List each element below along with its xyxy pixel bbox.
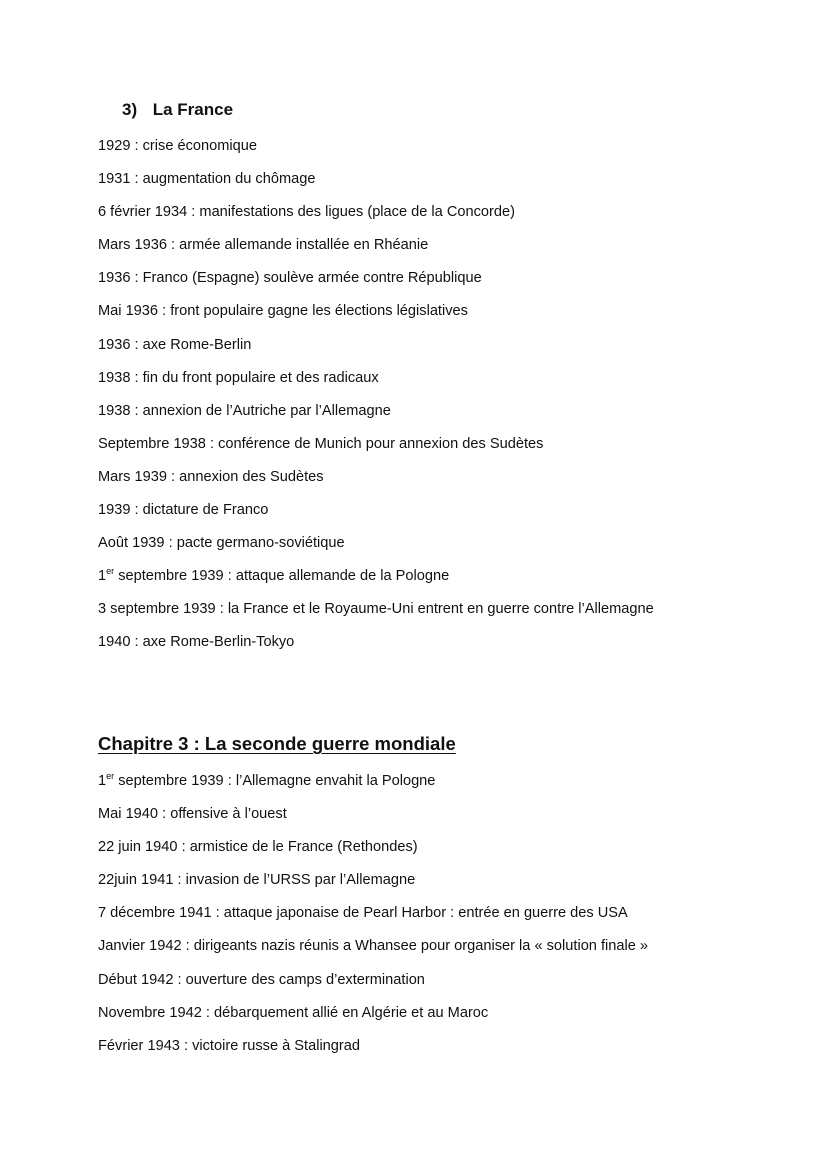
- section-heading: [122, 100, 233, 120]
- entry-text: : armistice de le France (Rethondes): [177, 839, 418, 856]
- entry-date: 1: [98, 773, 107, 789]
- entry-date: 22juin 1941: [98, 872, 174, 889]
- timeline-entry: [98, 903, 648, 936]
- entry-date: 1936: [98, 270, 131, 287]
- entry-date: 7 décembre 1941: [98, 905, 212, 922]
- entry-date: 1939: [98, 502, 131, 519]
- timeline-entry: [98, 467, 654, 500]
- entry-date: Mai 1936: [98, 303, 159, 320]
- timeline-entry: [98, 970, 648, 1003]
- entry-date: 3 septembre 1939: [98, 601, 216, 618]
- timeline-entry: [98, 566, 654, 599]
- timeline-entry: [98, 804, 648, 837]
- entry-text: : conférence de Munich pour annexion des Sudètes: [205, 435, 544, 452]
- entry-date: Novembre 1942: [98, 1004, 202, 1021]
- section-number: 3): [122, 100, 138, 119]
- entry-date: 1929: [98, 138, 131, 154]
- timeline-entry: [98, 335, 654, 368]
- entry-date: 1936: [98, 336, 131, 353]
- entry-text: : front populaire gagne les élections législatives: [158, 303, 468, 320]
- entry-date: 1: [98, 568, 107, 585]
- timeline-entry: [98, 368, 654, 401]
- chapter-heading: Chapitre 3 : La seconde guerre mondiale: [98, 733, 456, 754]
- entry-text: : armée allemande installée en Rhéanie: [166, 237, 429, 254]
- entry-date-superscript: er: [106, 566, 115, 577]
- timeline-entry: [98, 771, 648, 804]
- entry-text: : dictature de Franco: [130, 502, 269, 519]
- timeline-entry: [98, 434, 654, 467]
- entry-date: Début 1942: [98, 971, 174, 988]
- entry-text: : attaque japonaise de Pearl Harbor : entrée en guerre des USA: [211, 905, 628, 922]
- entry-text: : fin du front populaire et des radicaux: [130, 369, 379, 386]
- timeline-entry: [98, 1036, 648, 1069]
- entry-date-rest: septembre 1939: [114, 773, 224, 789]
- entry-date: 22 juin 1940: [98, 839, 178, 856]
- entry-date: Janvier 1942: [98, 938, 182, 955]
- chapter-timeline: [98, 771, 648, 1069]
- france-timeline: [98, 136, 654, 666]
- entry-date: 1938: [98, 369, 131, 386]
- entry-text: : annexion des Sudètes: [166, 468, 324, 485]
- entry-date: Septembre 1938: [98, 435, 206, 452]
- entry-text: : débarquement allié en Algérie et au Maroc: [201, 1004, 489, 1021]
- entry-text: : ouverture des camps d’extermination: [173, 971, 425, 988]
- entry-date-superscript: er: [106, 771, 115, 781]
- section-title: La France: [152, 100, 234, 119]
- timeline-entry: [98, 268, 654, 301]
- timeline-entry: [98, 870, 648, 903]
- entry-text: : annexion de l’Autriche par l’Allemagne: [130, 402, 391, 419]
- entry-text: : attaque allemande de la Pologne: [223, 568, 450, 585]
- timeline-entry: [98, 837, 648, 870]
- entry-text: : Franco (Espagne) soulève armée contre République: [130, 270, 482, 287]
- timeline-entry: [98, 936, 648, 969]
- timeline-entry: [98, 632, 654, 665]
- entry-date: 1940: [98, 634, 131, 651]
- entry-text: : victoire russe à Stalingrad: [179, 1037, 361, 1054]
- entry-text: : augmentation du chômage: [130, 171, 316, 188]
- entry-text: : invasion de l’URSS par l’Allemagne: [173, 872, 416, 889]
- entry-text: : dirigeants nazis réunis a Whansee pour organiser la « solution finale »: [181, 938, 649, 955]
- timeline-entry: [98, 169, 654, 202]
- entry-text: : axe Rome-Berlin: [130, 336, 252, 353]
- timeline-entry: [98, 202, 654, 235]
- entry-date: Mai 1940: [98, 806, 159, 823]
- entry-text: : manifestations des ligues (place de la Concorde): [187, 204, 515, 221]
- entry-date: 1931: [98, 171, 131, 188]
- entry-text: : la France et le Royaume-Uni entrent en guerre contre l’Allemagne: [215, 601, 654, 618]
- timeline-entry: [98, 500, 654, 533]
- entry-date: Mars 1939: [98, 468, 167, 485]
- timeline-entry: [98, 599, 654, 632]
- entry-date: Février 1943: [98, 1037, 180, 1054]
- entry-date: 6 février 1934: [98, 204, 188, 221]
- entry-text: : crise économique: [130, 138, 258, 154]
- timeline-entry: [98, 301, 654, 334]
- timeline-entry: [98, 401, 654, 434]
- entry-date-rest: septembre 1939: [114, 568, 224, 585]
- timeline-entry: [98, 533, 654, 566]
- entry-date: Mars 1936: [98, 237, 167, 254]
- entry-date: 1938: [98, 402, 131, 419]
- entry-text: : pacte germano-soviétique: [164, 535, 345, 552]
- timeline-entry: [98, 235, 654, 268]
- entry-text: : l’Allemagne envahit la Pologne: [223, 773, 436, 789]
- entry-text: : offensive à l’ouest: [158, 806, 287, 823]
- entry-date: Août 1939: [98, 535, 165, 552]
- entry-text: : axe Rome-Berlin-Tokyo: [130, 634, 295, 651]
- timeline-entry: [98, 136, 654, 169]
- timeline-entry: [98, 1003, 648, 1036]
